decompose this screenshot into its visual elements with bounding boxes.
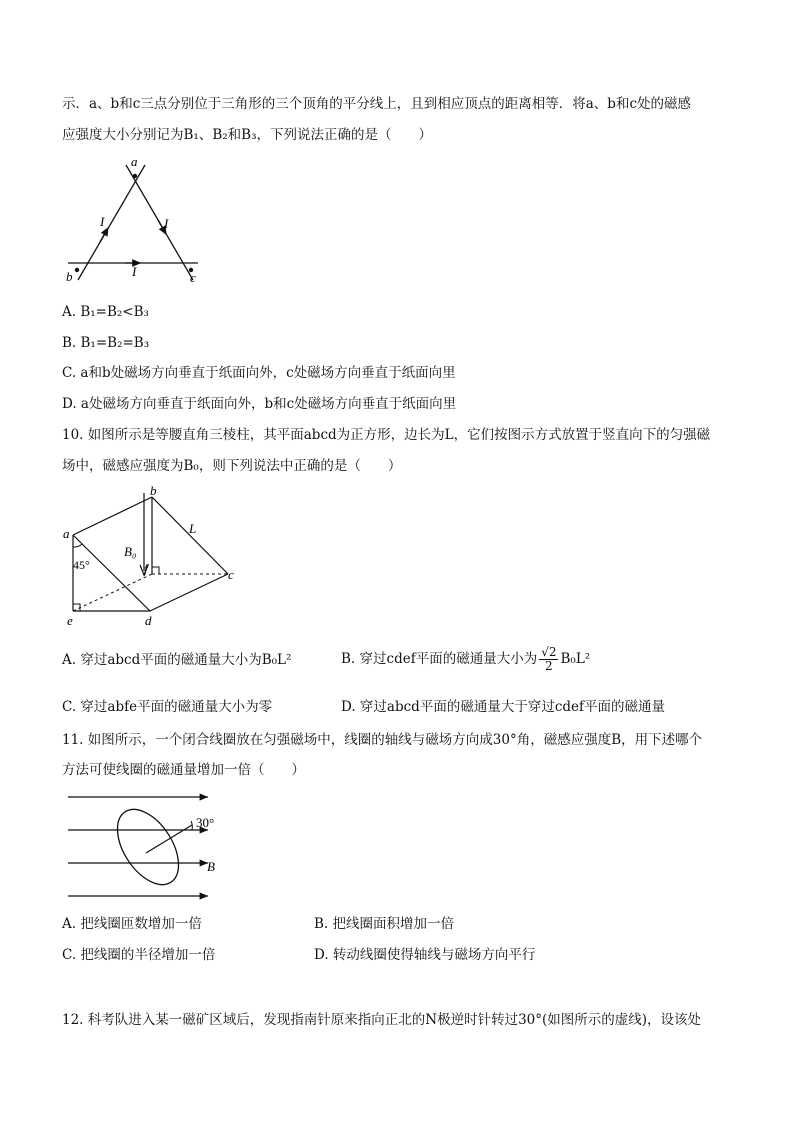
q11-stem-line1: 11. 如图所示，一个闭合线圈放在匀强磁场中，线圈的轴线与磁场方向成30°角，磁感应强度B，用下述哪个 [62, 732, 703, 748]
svg-text:e: e [67, 613, 73, 628]
q11-option-b[interactable]: B. 把线圈面积增加一倍 [314, 916, 455, 932]
q10-option-a[interactable]: A. 穿过abcd平面的磁通量大小为B₀L² [62, 652, 292, 668]
point-a [133, 174, 137, 178]
svg-text:f: f [144, 561, 148, 576]
svg-text:b: b [150, 483, 157, 498]
svg-text:L: L [189, 521, 197, 536]
q11-stem-line2: 方法可使线圈的磁通量增加一倍（ ） [62, 762, 305, 778]
q9-option-b[interactable]: B. B₁=B₂=B₃ [62, 335, 150, 351]
coil-ellipse [105, 799, 191, 896]
q9-stem-line1: 示．a、b和c三点分别位于三角形的三个顶角的平分线上，且到相应顶点的距离相等．将a、b和c处的磁感 [62, 96, 692, 112]
q10-stem-line2: 场中，磁感应强度为B₀，则下列说法中正确的是（ ） [62, 458, 402, 474]
label-I-left: I [100, 214, 105, 229]
svg-text:B: B [207, 859, 215, 874]
q10-option-c[interactable]: C. 穿过abfe平面的磁通量大小为零 [62, 699, 273, 715]
q9-stem-line2: 应强度大小分别记为B₁、B₂和B₃，下列说法正确的是（ ） [62, 127, 432, 143]
q9-option-d[interactable]: D. a处磁场方向垂直于纸面向外，b和c处磁场方向垂直于纸面向里 [62, 396, 457, 412]
label-b: b [66, 269, 73, 284]
svg-text:c: c [228, 567, 234, 582]
q11-option-a[interactable]: A. 把线圈匝数增加一倍 [62, 916, 202, 932]
fraction-sqrt2-over-2: $\frac{√2}{2}$ [541, 644, 557, 673]
q10-option-b[interactable]: B. 穿过cdef平面的磁通量大小为 $\frac{√2}{2}$ B₀L² [341, 644, 591, 673]
coil-axis [146, 825, 192, 853]
q11-option-d[interactable]: D. 转动线圈使得轴线与磁场方向平行 [314, 947, 536, 963]
label-c: c [190, 270, 196, 285]
point-b [75, 268, 79, 272]
q10-prism-figure [60, 483, 250, 628]
label-I-bottom: I [132, 264, 137, 279]
svg-text:a: a [63, 526, 70, 541]
q10-option-d[interactable]: D. 穿过abcd平面的磁通量大于穿过cdef平面的磁通量 [341, 699, 666, 715]
label-I-right: I [164, 216, 169, 231]
q11-coil-figure [60, 785, 230, 905]
svg-text:B₀: B₀ [124, 544, 137, 559]
q10-stem-line1: 10. 如图所示是等腰直角三棱柱，其平面abcd为正方形，边长为L，它们按图示方式放置于竖直向下的匀强磁 [62, 427, 711, 443]
svg-text:30°: 30° [196, 815, 215, 830]
q12-stem-line1: 12. 科考队进入某一磁矿区域后，发现指南针原来指向正北的N极逆时针转过30°(如图所示的虚线)，设该处 [62, 1012, 702, 1028]
q9-option-c[interactable]: C. a和b处磁场方向垂直于纸面向外，c处磁场方向垂直于纸面向里 [62, 365, 456, 381]
svg-text:45°: 45° [73, 558, 90, 572]
q9-option-a[interactable]: A. B₁=B₂<B₃ [62, 304, 149, 320]
svg-text:d: d [145, 613, 152, 628]
q11-option-c[interactable]: C. 把线圈的半径增加一倍 [62, 947, 216, 963]
q9-triangle-figure [60, 150, 210, 290]
label-a: a [131, 154, 138, 169]
